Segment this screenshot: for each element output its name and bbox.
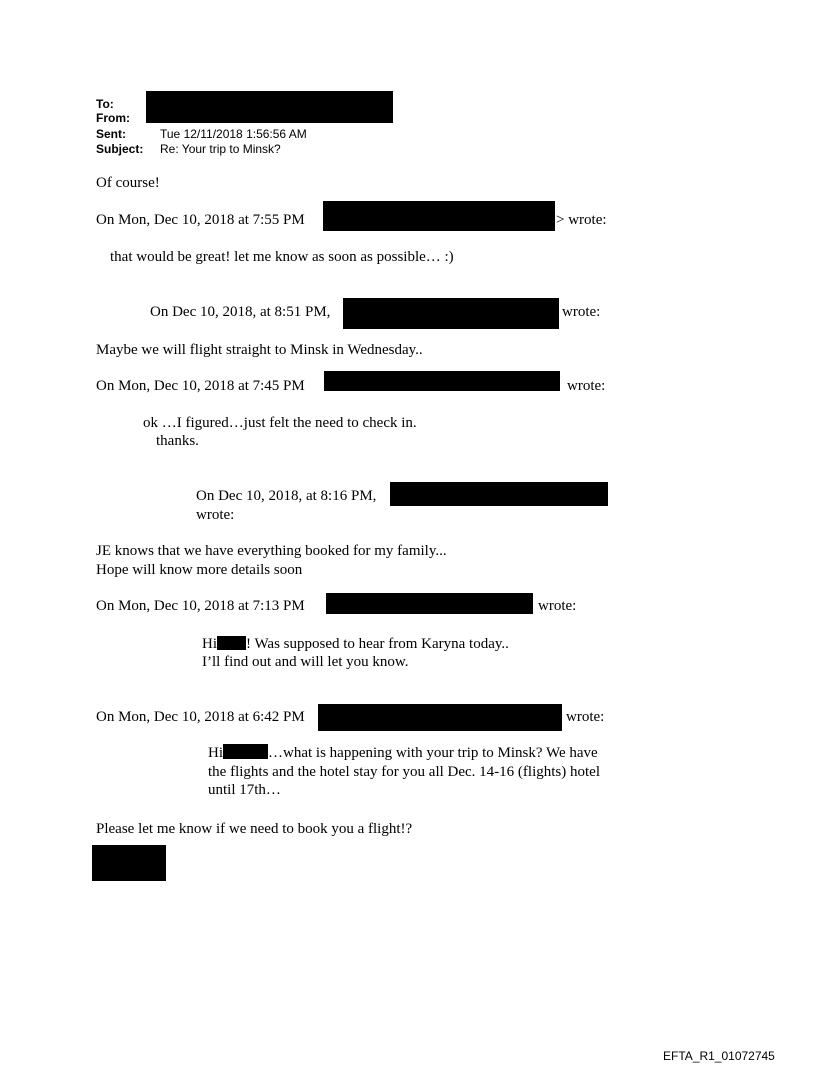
- quote6-line3: until 17th…: [208, 782, 281, 798]
- quote2-attribution-tail: wrote:: [562, 304, 601, 320]
- to-label: To:: [96, 97, 114, 111]
- quote5-attribution: On Mon, Dec 10, 2018 at 7:13 PM: [96, 598, 305, 614]
- subject-label: Subject:: [96, 142, 144, 156]
- redaction-q6-name: [223, 744, 268, 759]
- quote4-line1: JE knows that we have everything booked for my family...: [96, 543, 447, 559]
- quote5-line2: I’ll find out and will let you know.: [202, 654, 409, 670]
- quote4-attribution: On Dec 10, 2018, at 8:16 PM,: [196, 488, 377, 504]
- quote3-line2: thanks.: [156, 433, 199, 449]
- quote1-text: that would be great! let me know as soon as possible… :): [110, 249, 454, 265]
- redaction-q2-sender: [343, 298, 559, 329]
- quote1-attribution-tail: > wrote:: [556, 212, 607, 228]
- quote6-line1: [208, 744, 598, 762]
- redaction-q4-sender: [390, 482, 608, 506]
- quote5-attribution-tail: wrote:: [538, 598, 577, 614]
- quote6-attribution-tail: wrote:: [566, 709, 605, 725]
- redaction-q5-name: [217, 636, 246, 650]
- quote5-line1: [202, 635, 509, 653]
- redaction-to-from: [146, 91, 393, 123]
- closing-text: Please let me know if we need to book you a flight!?: [96, 821, 413, 837]
- quote2-attribution: On Dec 10, 2018, at 8:51 PM,: [150, 304, 331, 320]
- redaction-q6-sender: [318, 704, 562, 731]
- quote6-attribution: On Mon, Dec 10, 2018 at 6:42 PM: [96, 709, 305, 725]
- quote3-attribution: On Mon, Dec 10, 2018 at 7:45 PM: [96, 378, 305, 394]
- bates-number: EFTA_R1_01072745: [663, 1049, 775, 1063]
- subject-value: Re: Your trip to Minsk?: [160, 142, 281, 156]
- quote6-line2: the flights and the hotel stay for you all Dec. 14-16 (flights) hotel: [208, 764, 600, 780]
- redaction-q1-sender: [323, 201, 555, 231]
- quote3-attribution-tail: wrote:: [567, 378, 606, 394]
- redaction-q3-sender: [324, 371, 560, 391]
- quote6-greeting: Hi: [208, 745, 223, 761]
- subject-row: [96, 142, 281, 156]
- sent-label: Sent:: [96, 127, 126, 141]
- sent-value: Tue 12/11/2018 1:56:56 AM: [160, 127, 307, 141]
- reply-text: Of course!: [96, 175, 160, 191]
- quote4-line2: Hope will know more details soon: [96, 562, 303, 578]
- quote3-line1: ok …I figured…just felt the need to check in.: [143, 415, 417, 431]
- quote4-attribution-tail: wrote:: [196, 507, 235, 523]
- redaction-q5-sender: [326, 593, 533, 614]
- from-label: From:: [96, 111, 130, 125]
- quote1-attribution: On Mon, Dec 10, 2018 at 7:55 PM: [96, 212, 305, 228]
- quote5-line1-text: ! Was supposed to hear from Karyna today..: [246, 636, 509, 652]
- quote6-line1-text: …what is happening with your trip to Minsk? We have: [268, 745, 598, 761]
- sent-row: [96, 127, 307, 141]
- quote2-text: Maybe we will flight straight to Minsk in Wednesday..: [96, 342, 423, 358]
- redaction-signature: [92, 845, 166, 881]
- quote5-greeting: Hi: [202, 636, 217, 652]
